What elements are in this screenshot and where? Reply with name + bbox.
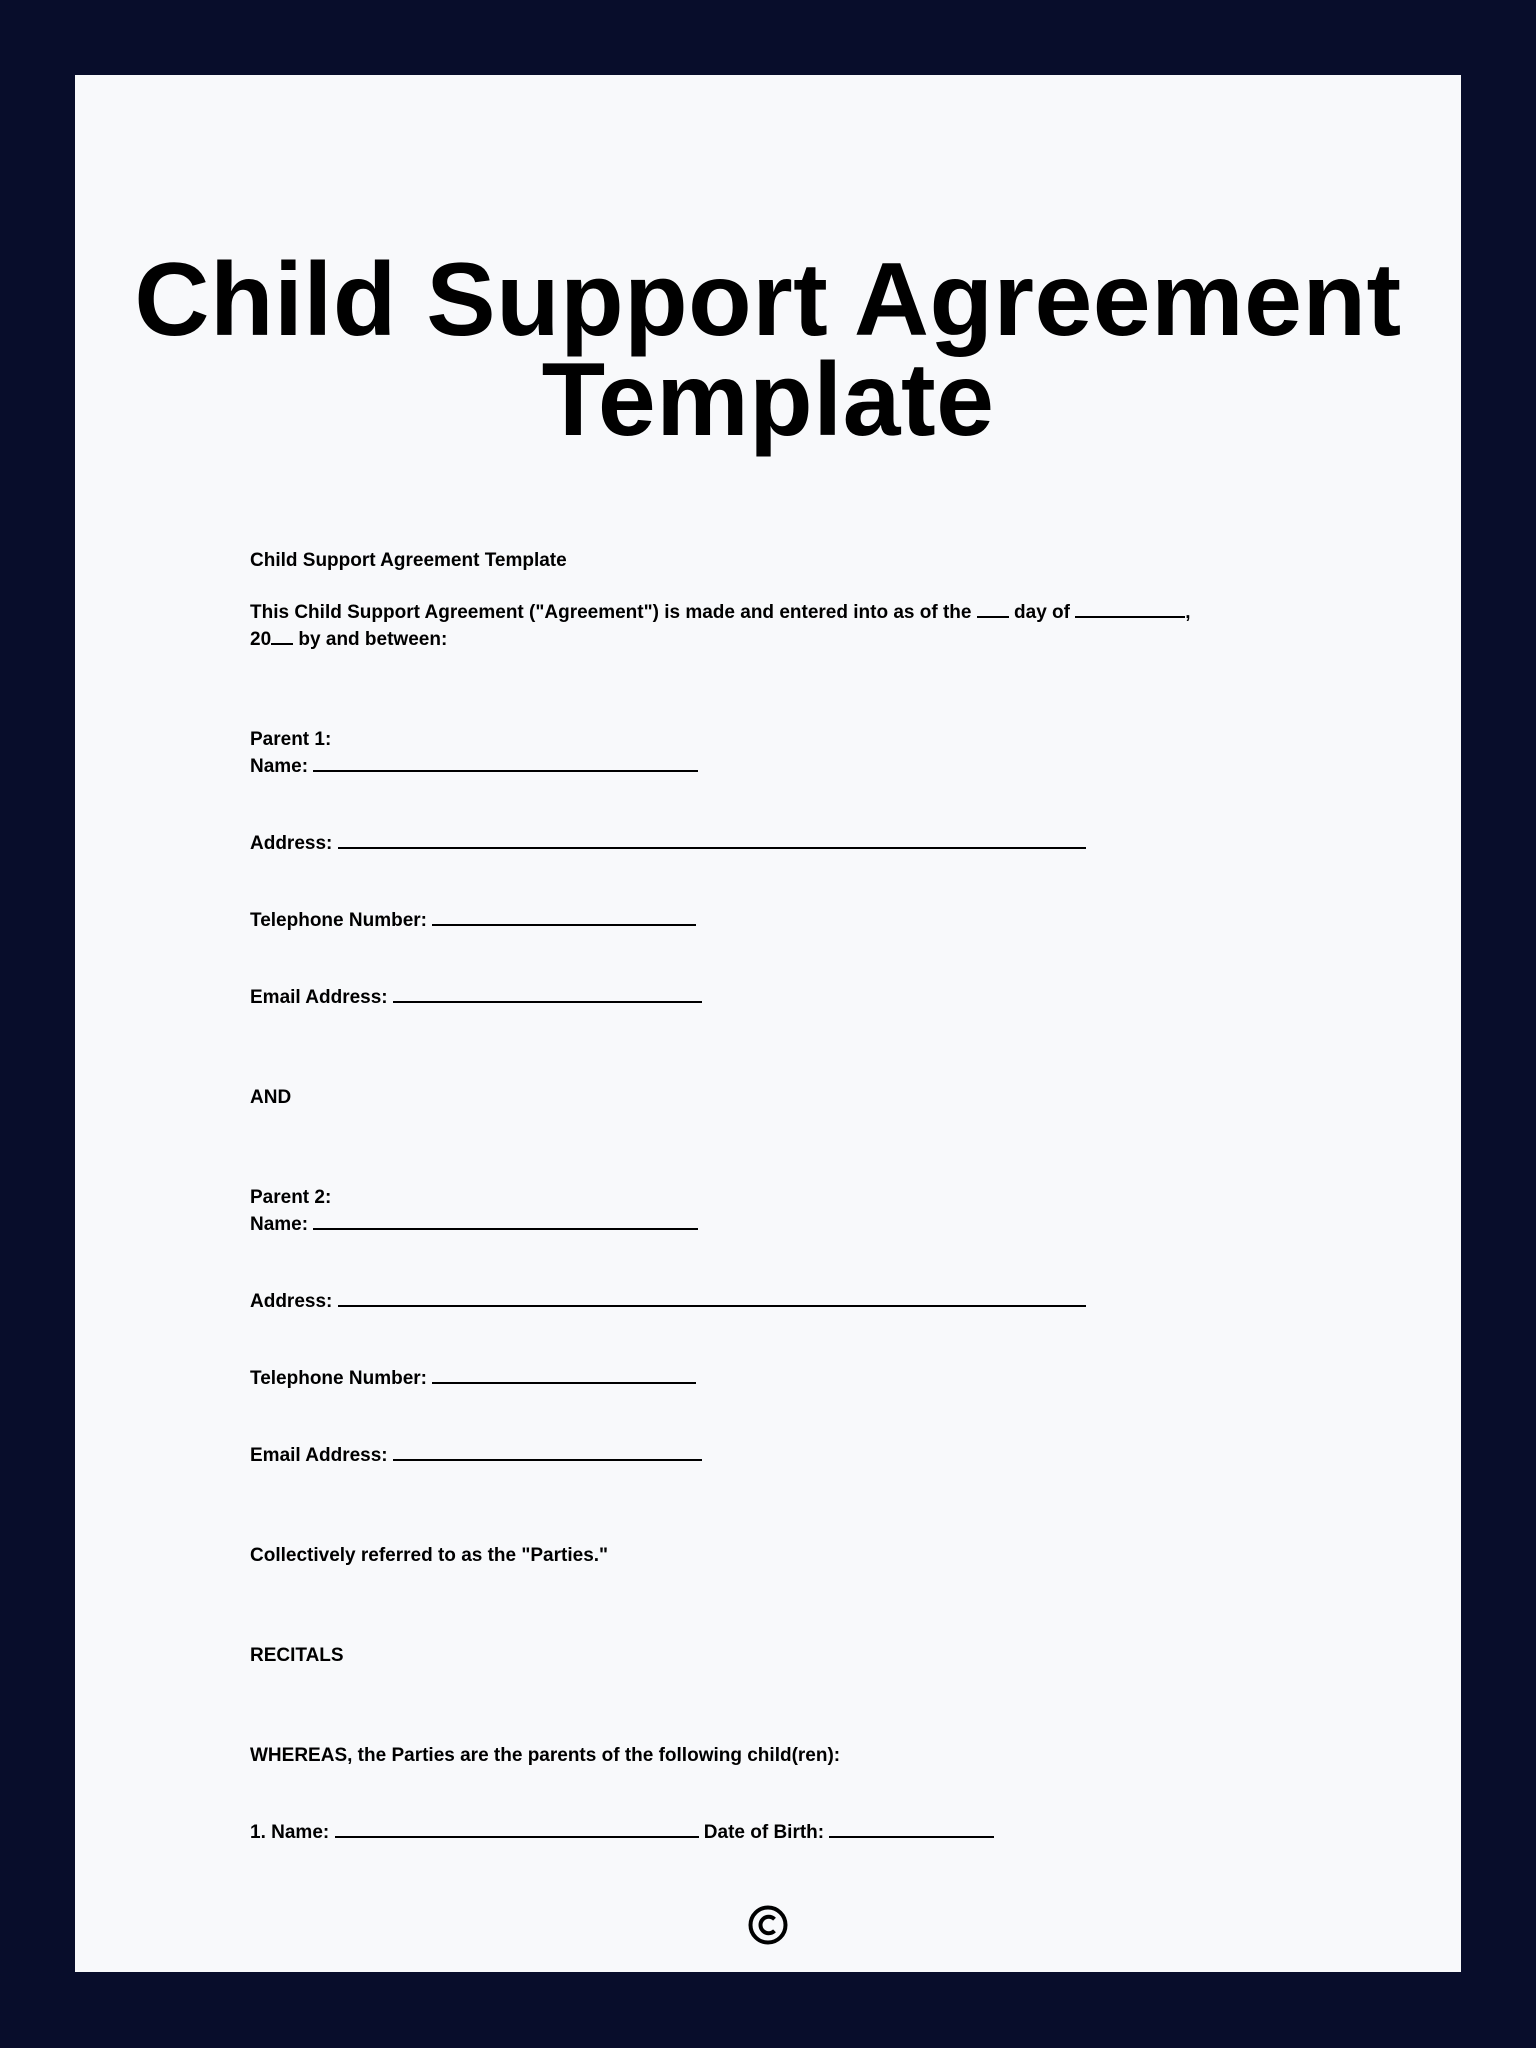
parent2-phone-label: Telephone Number: [250, 1368, 427, 1389]
copyright-icon [747, 1904, 789, 1946]
intro-text-4: by and between: [298, 629, 448, 650]
document-heading: Child Support Agreement Template [250, 550, 567, 571]
parent1-phone-label: Telephone Number: [250, 910, 427, 931]
title-line-2: Template [541, 342, 995, 458]
parent1-heading: Parent 1: [250, 729, 332, 750]
agreement-body [250, 548, 1330, 1845]
title-line-1: Child Support Agreement [134, 242, 1402, 358]
parent1-address-field[interactable] [338, 829, 1086, 849]
document-page [75, 75, 1461, 1972]
page-title [75, 242, 1461, 458]
child-dob-field[interactable] [829, 1818, 994, 1838]
parent2-email-label: Email Address: [250, 1445, 388, 1466]
parent2-email-field[interactable] [393, 1441, 702, 1461]
day-field[interactable] [977, 598, 1009, 618]
month-field[interactable] [1075, 598, 1185, 618]
intro-paragraph [250, 598, 1330, 652]
parent2-address-label: Address: [250, 1291, 333, 1312]
year-field[interactable] [271, 625, 293, 645]
recitals-heading: RECITALS [250, 1645, 344, 1666]
child-name-label: Name: [271, 1822, 330, 1843]
intro-text-1: This Child Support Agreement ("Agreement") is made and entered into as of the [250, 602, 972, 623]
parent2-name-label: Name: [250, 1214, 309, 1235]
parent1-name-label: Name: [250, 756, 309, 777]
parent1-phone-field[interactable] [432, 906, 696, 926]
parent1-email-field[interactable] [393, 983, 702, 1003]
parent1-name-field[interactable] [313, 752, 698, 772]
intro-text-2: day of [1014, 602, 1070, 623]
child-row [250, 1818, 1330, 1845]
whereas-text: WHEREAS, the Parties are the parents of the following child(ren): [250, 1745, 841, 1766]
parent1-section [250, 727, 1330, 1010]
parent2-name-field[interactable] [313, 1210, 698, 1230]
child-dob-label: Date of Birth: [703, 1822, 825, 1843]
year-prefix: 20 [250, 629, 272, 650]
intro-comma: , [1185, 602, 1191, 623]
parent2-section [250, 1185, 1330, 1468]
parent2-phone-field[interactable] [432, 1364, 696, 1384]
child-number: 1. [250, 1822, 266, 1843]
parent2-address-field[interactable] [338, 1287, 1086, 1307]
parent1-email-label: Email Address: [250, 987, 388, 1008]
parent2-heading: Parent 2: [250, 1187, 332, 1208]
parent1-address-label: Address: [250, 833, 333, 854]
child-name-field[interactable] [335, 1818, 699, 1838]
collectively-text: Collectively referred to as the "Parties." [250, 1545, 609, 1566]
and-label: AND [250, 1087, 292, 1108]
